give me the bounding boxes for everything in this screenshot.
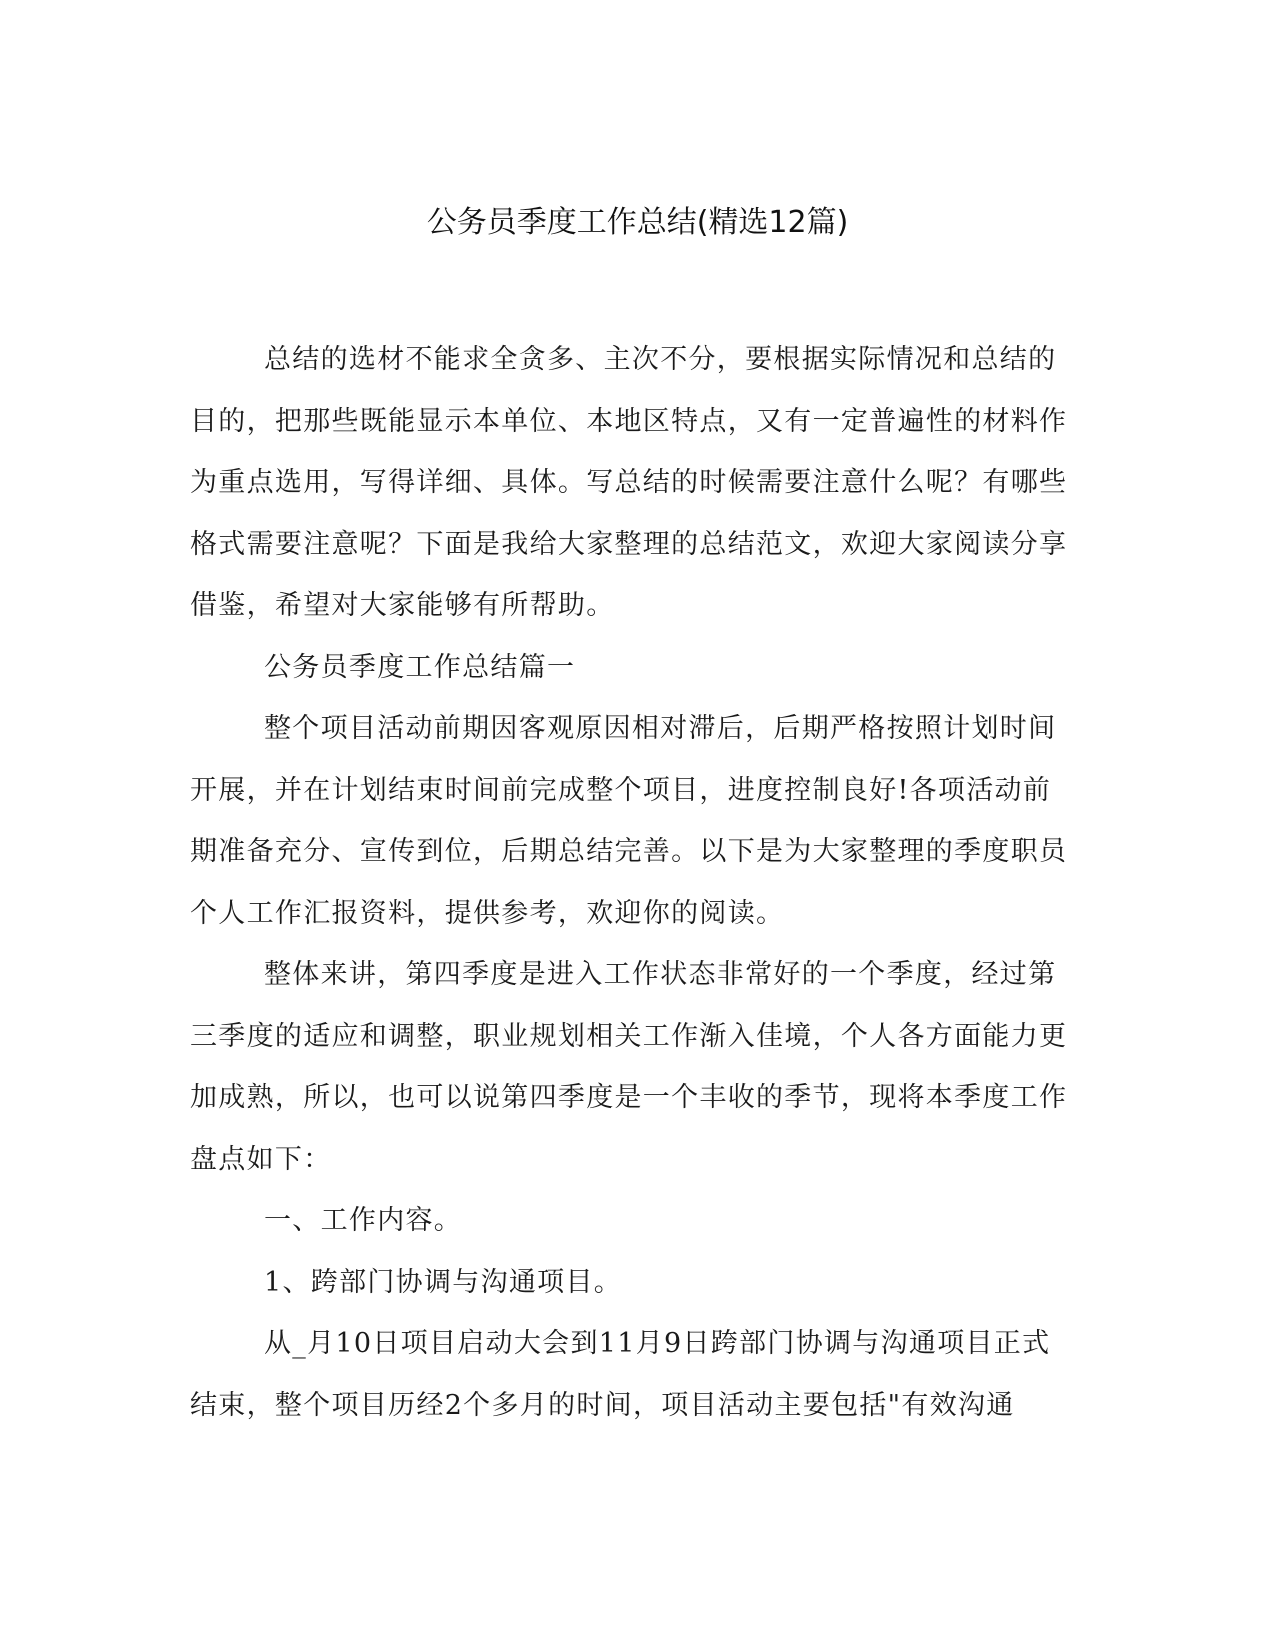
intro-paragraph: 总结的选材不能求全贪多、主次不分，要根据实际情况和总结的目的，把那些既能显示本单位、本地区特点，又有一定普遍性的材料作为重点选用，写得详细、具体。写总结的时候需要注意什么呢？有哪些格式需要注意呢？下面是我给大家整理的总结范文，欢迎大家阅读分享借鉴，希望对大家能够有所帮助。 — [190, 344, 1068, 621]
document-title: 公务员季度工作总结(精选12篇) — [426, 205, 849, 240]
paragraph-project-progress: 整个项目活动前期因客观原因相对滞后，后期严格按照计划时间开展，并在计划结束时间前完成整个项目，进度控制良好!各项活动前期准备充分、宣传到位，后期总结完善。以下是为大家整理的季度职员个人工作汇报资料，提供参考，欢迎你的阅读。 — [190, 713, 1068, 929]
paragraph-fourth-quarter: 整体来讲，第四季度是进入工作状态非常好的一个季度，经过第三季度的适应和调整，职业规划相关工作渐入佳境，个人各方面能力更加成熟，所以，也可以说第四季度是一个丰收的季节，现将本季度工作盘点如下： — [190, 959, 1068, 1175]
document-body — [190, 329, 1075, 1436]
section-heading-part-one: 公务员季度工作总结篇一 — [264, 651, 576, 683]
list-item-cross-department-project: 1、跨部门协调与沟通项目。 — [264, 1266, 623, 1298]
subheading-work-content: 一、工作内容。 — [264, 1205, 463, 1236]
paragraph-project-timeline: 从_月10日项目启动大会到11月9日跨部门协调与沟通项目正式结束，整个项目历经2个多月的时间，项目活动主要包括"有效沟通 — [190, 1328, 1051, 1421]
